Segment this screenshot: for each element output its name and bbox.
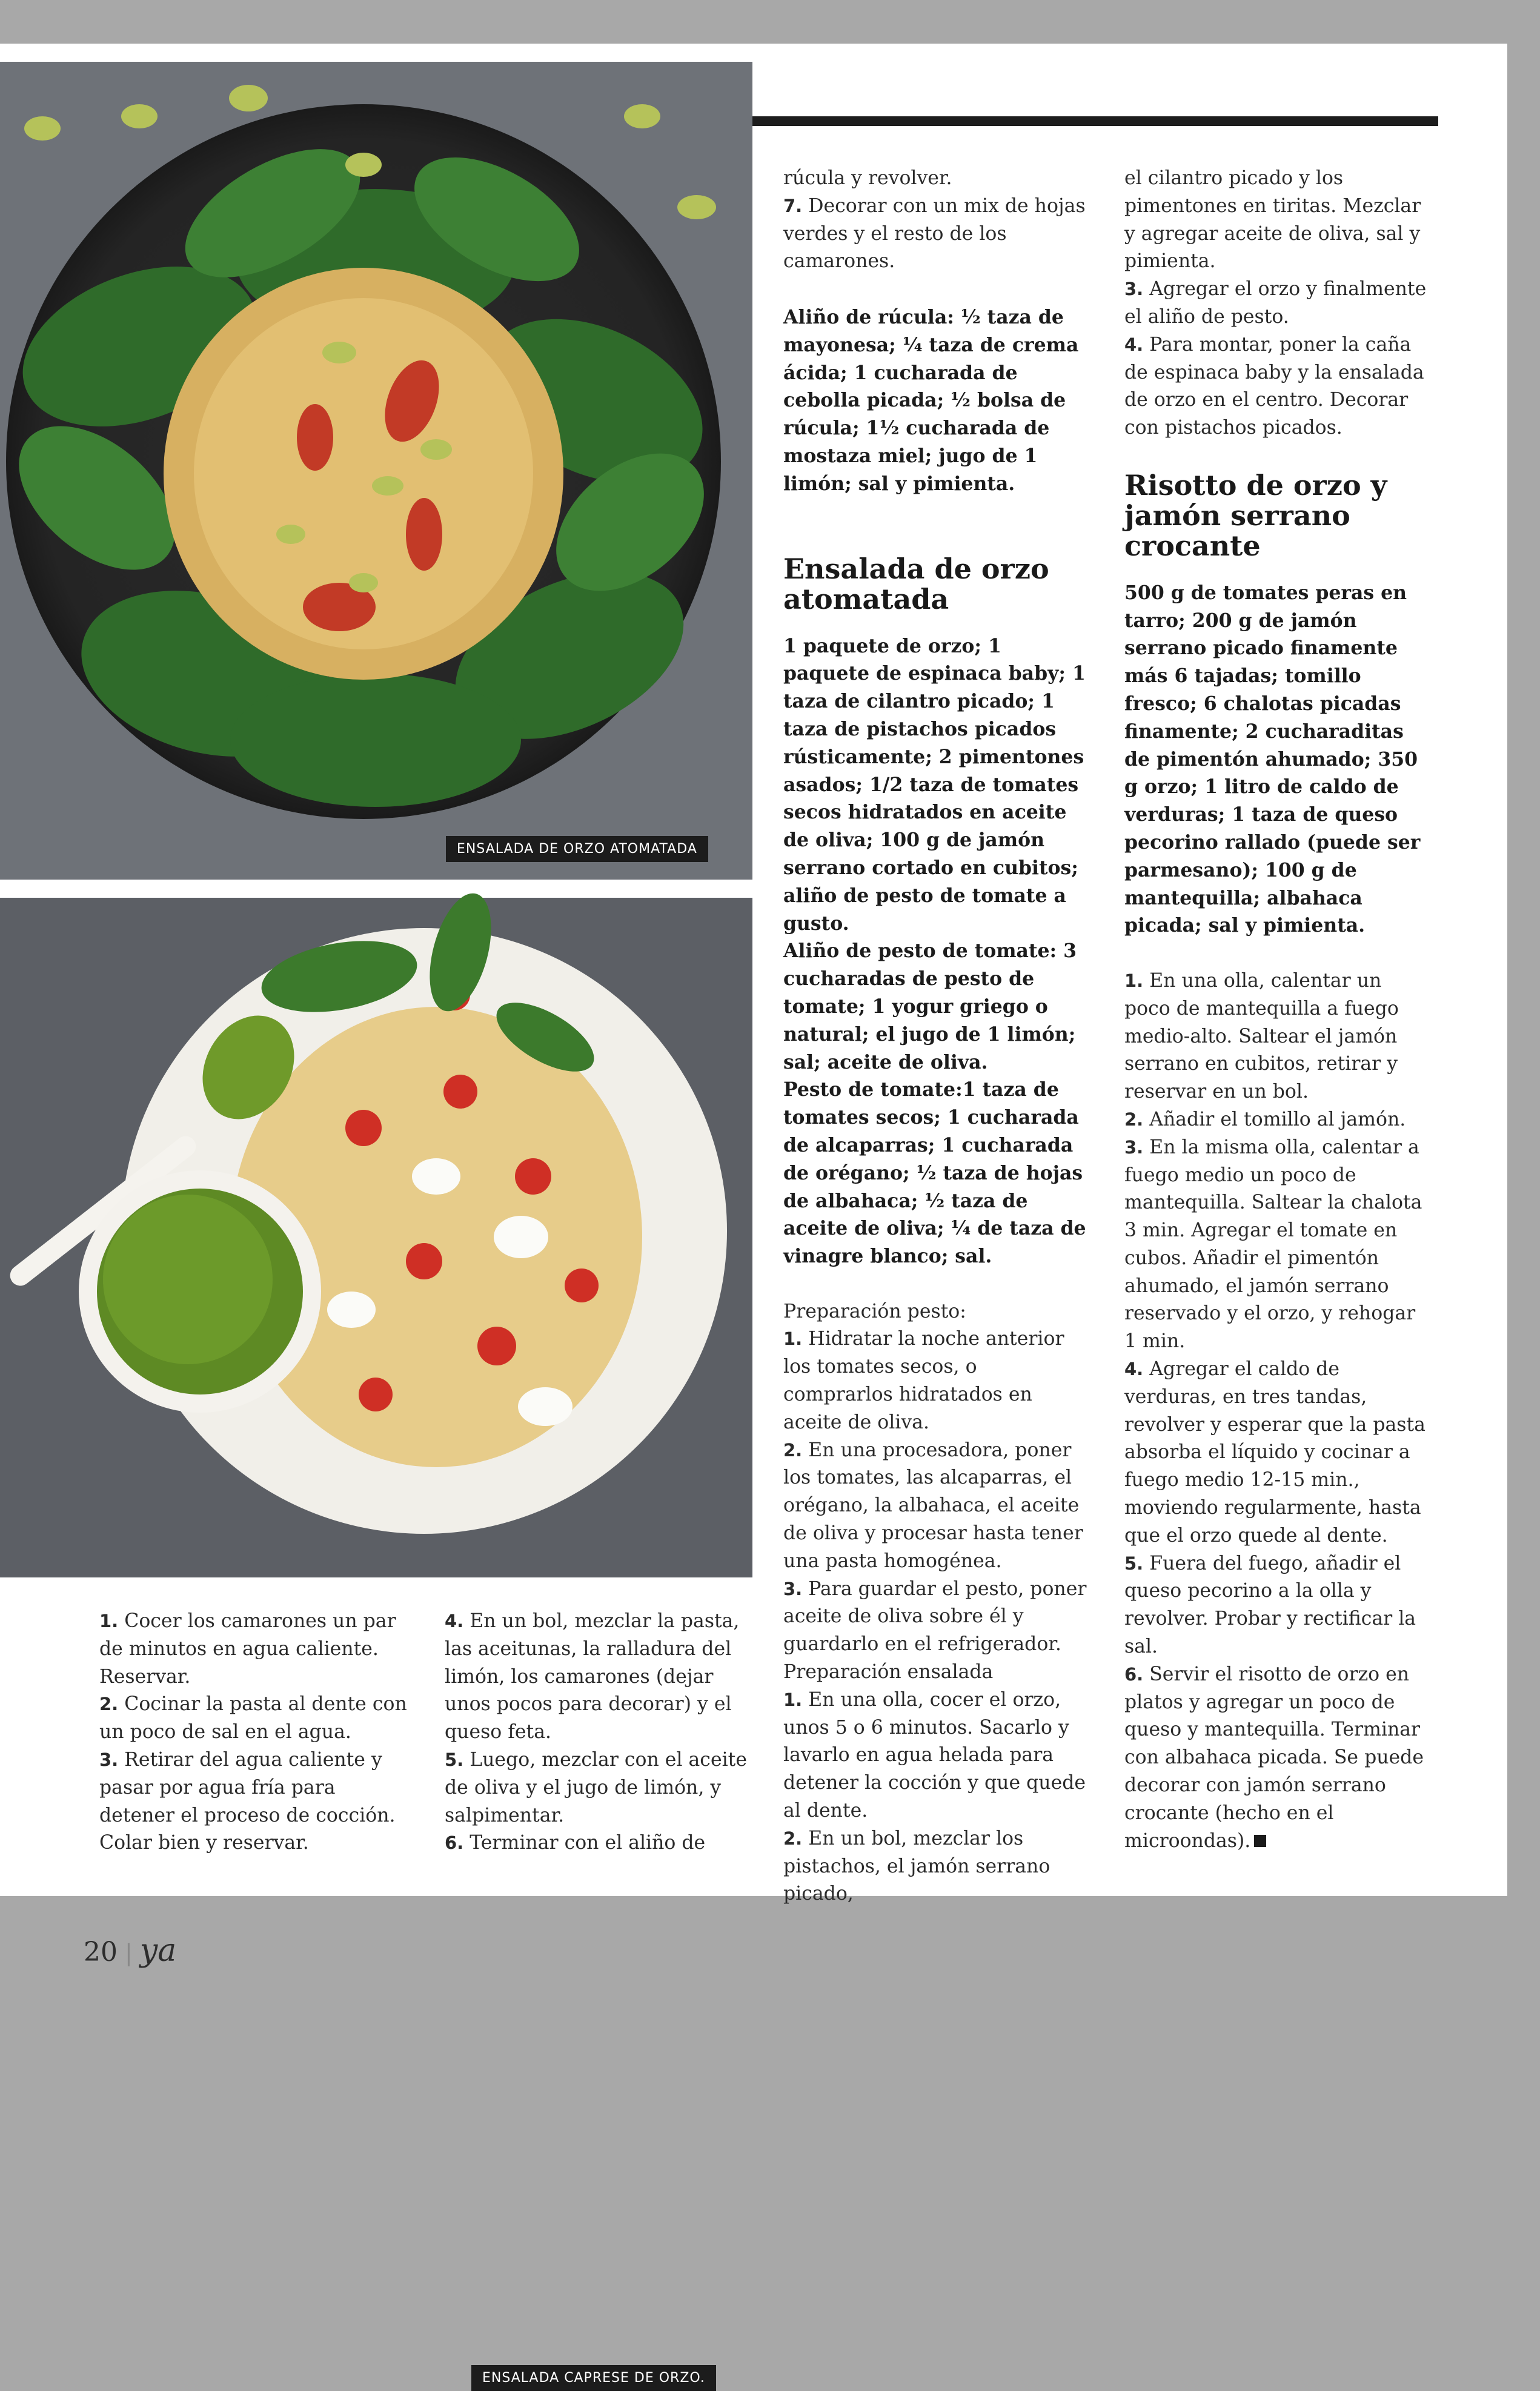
folio-separator: | [125, 1940, 133, 1966]
step: 6. Terminar con el aliño de [445, 1832, 706, 1854]
prep-step: 3. Agregar el orzo y finalmente el aliño de pesto. [1124, 278, 1427, 328]
ingredients-atomatada: 1 paquete de orzo; 1 paquete de espinaca baby; 1 taza de cilantro picado; 1 taza de pistachos picados rústicamente; 2 pimentones asados; 1/2 taza de tomates secos hidratados en aceite de oliva; 100 g de jamón serrano cortado en cubitos; aliño de pesto de tomate a gusto. [783, 634, 1086, 935]
column-bottom-mid [445, 1608, 754, 1857]
page-number: 20 [84, 1937, 118, 1968]
photo-orzo-atomatada [0, 62, 752, 880]
risotto-step: 4. Agregar el caldo de verduras, en tres tandas, revolver y esperar que la pasta absorba el líquido y cocinar a fuego medio 12-15 min., moviendo regularmente, hasta que el orzo quede al dente. [1124, 1358, 1425, 1547]
continued-text: el cilantro picado y los pimentones en tiritas. Mezclar y agregar aceite de oliva, sal y pimienta. [1124, 167, 1421, 273]
risotto-step: 6. Servir el risotto de orzo en platos y agregar un poco de queso y mantequilla. Terminar con albahaca picada. Se puede decorar con jamón serrano crocante (hecho en el microondas). [1124, 1663, 1424, 1852]
risotto-step: 1. En una olla, calentar un poco de mantequilla a fuego medio-alto. Saltear el jamón serrano en cubitos, retirar y reservar en un bol. [1124, 969, 1399, 1103]
prep-pesto-label: Preparación pesto: [783, 1300, 966, 1322]
column-bottom-left [99, 1608, 408, 1857]
column-right-2 [1124, 165, 1433, 1855]
brand-logo: ya [139, 1932, 177, 1969]
prep-ensalada-step: 1. En una olla, cocer el orzo, unos 5 o 6 minutos. Sacarlo y lavarlo en agua helada para detener la cocción y que quede al dente. [783, 1688, 1086, 1822]
pesto-tomate: Pesto de tomate:1 taza de tomates secos; 1 cucharada de alcaparras; 1 cucharada de orégano; ½ taza de hojas de albahaca; ½ taza de aceite de oliva; ¼ de taza de vinagre blanco; sal. [783, 1078, 1086, 1268]
continued-text: rúcula y revolver. [783, 167, 952, 189]
step: 3. Retirar del agua caliente y pasar por agua fría para detener el proceso de cocción. Colar bien y reservar. [99, 1748, 396, 1854]
magazine-page [0, 44, 1507, 2386]
section-rule [752, 116, 1438, 126]
alino-pesto-tomate: Aliño de pesto de tomate: 3 cucharadas de pesto de tomate; 1 yogur griego o natural; el jugo de 1 limón; sal; aceite de oliva. [783, 940, 1077, 1073]
photo-caption-top: ENSALADA DE ORZO ATOMATADA [446, 836, 708, 862]
prep-step: 4. Para montar, poner la caña de espinaca baby y la ensalada de orzo en el centro. Decorar con pistachos picados. [1124, 333, 1424, 439]
caprese-orzo-illustration [0, 898, 752, 1577]
recipe-title-atomatada: Ensalada de orzo atomatada [783, 552, 1049, 615]
alino-rucula: Aliño de rúcula: ½ taza de mayonesa; ¼ taza de crema ácida; 1 cucharada de cebolla picada; ½ bolsa de rúcula; 1½ cucharada de mostaza miel; jugo de 1 limón; sal y pimienta. [783, 305, 1079, 495]
page-folio [84, 1932, 176, 1969]
step: 4. En un bol, mezclar la pasta, las aceitunas, la ralladura del limón, los camarones (dejar unos pocos para decorar) y el queso feta. [445, 1610, 740, 1743]
prep-ensalada-label: Preparación ensalada [783, 1661, 994, 1683]
risotto-step: 3. En la misma olla, calentar a fuego medio un poco de mantequilla. Saltear la chalota 3 min. Agregar el tomate en cubos. Añadir el pimentón ahumado, el jamón serrano reservado y el orzo, y rehogar 1 min. [1124, 1136, 1422, 1353]
orzo-salad-illustration [0, 62, 752, 880]
end-mark-icon [1254, 1835, 1266, 1847]
ingredients-risotto: 500 g de tomates peras en tarro; 200 g de jamón serrano picado finamente más 6 tajadas; tomillo fresco; 6 chalotas picadas finamente; 2 cucharaditas de pimentón ahumado; 350 g orzo; 1 litro de caldo de verduras; 1 taza de queso pecorino rallado (puede ser parmesano); 100 g de mantequilla; albahaca picada; sal y pimienta. [1124, 581, 1421, 937]
prep-pesto-step: 1. Hidratar la noche anterior los tomates secos, o comprarlos hidratados en aceite de oliva. [783, 1328, 1064, 1433]
risotto-step: 2. Añadir el tomillo al jamón. [1124, 1108, 1406, 1130]
step: 2. Cocinar la pasta al dente con un poco de sal en el agua. [99, 1693, 407, 1743]
prep-ensalada-step: 2. En un bol, mezclar los pistachos, el jamón serrano picado, [783, 1827, 1050, 1905]
photo-caption-bottom: ENSALADA CAPRESE DE ORZO. [471, 2365, 716, 2391]
prep-pesto-step: 2. En una procesadora, poner los tomates, las alcaparras, el orégano, la albahaca, el aceite de oliva y procesar hasta tener una pasta homogénea. [783, 1439, 1083, 1572]
risotto-step: 5. Fuera del fuego, añadir el queso pecorino a la olla y revolver. Probar y rectificar la sal. [1124, 1552, 1416, 1658]
step-7: 7. Decorar con un mix de hojas verdes y el resto de los camarones. [783, 194, 1086, 273]
step: 5. Luego, mezclar con el aceite de oliva y el jugo de limón, y salpimentar. [445, 1748, 747, 1826]
column-right-1 [783, 165, 1092, 1908]
recipe-title-risotto: Risotto de orzo y jamón serrano crocante [1124, 468, 1387, 562]
step: 1. Cocer los camarones un par de minutos en agua caliente. Reservar. [99, 1610, 396, 1688]
prep-pesto-step: 3. Para guardar el pesto, poner aceite de oliva sobre él y guardarlo en el refrigerador. [783, 1577, 1087, 1656]
